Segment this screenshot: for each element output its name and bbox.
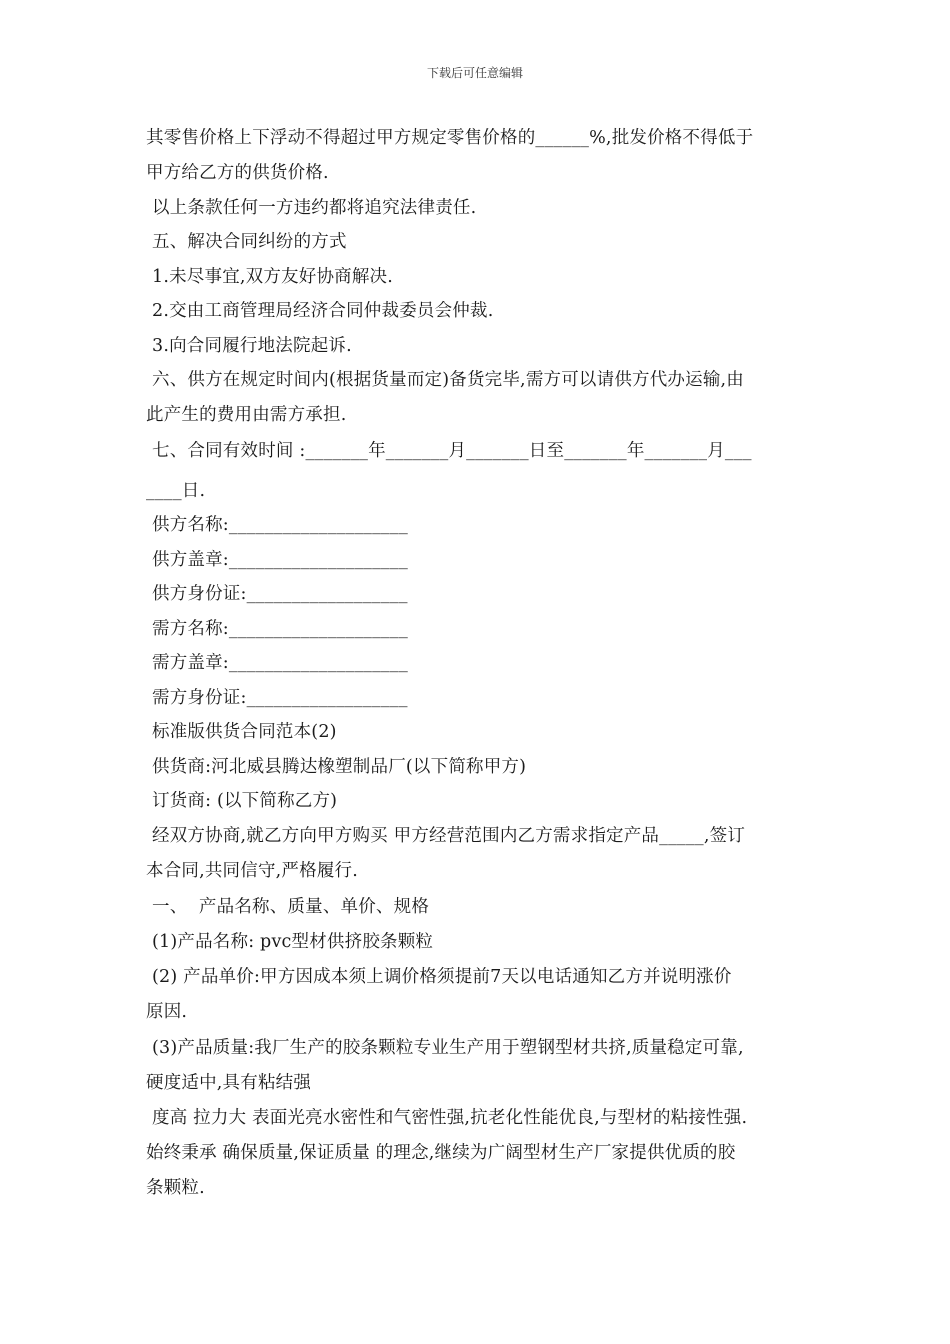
section-heading: 五、解决合同纠纷的方式 xyxy=(152,232,347,252)
text-line: 硬度适中,具有粘结强 xyxy=(146,1073,312,1093)
text-line: 其零售价格上下浮动不得超过甲方规定零售价格的______%,批发价格不得低于 xyxy=(146,128,754,148)
buyer-name-field: 需方名称:____________________ xyxy=(152,619,408,639)
supplier-name-field: 供方名称:____________________ xyxy=(152,515,408,535)
text-line: 2.交由工商管理局经济合同仲裁委员会仲裁. xyxy=(152,301,494,321)
text-line: 订货商: (以下简称乙方) xyxy=(152,791,338,811)
buyer-seal-field: 需方盖章:____________________ xyxy=(152,653,408,673)
text-line: 原因. xyxy=(146,1002,188,1022)
text-line: ____日. xyxy=(146,481,206,501)
page-header-note: 下载后可任意编辑 xyxy=(426,66,523,80)
text-line: (1)产品名称: pvc型材供挤胶条颗粒 xyxy=(152,932,434,952)
supplier-seal-field: 供方盖章:____________________ xyxy=(152,550,408,570)
section-heading: 六、供方在规定时间内(根据货量而定)备货完毕,需方可以请供方代办运输,由 xyxy=(152,370,744,390)
text-line: 本合同,共同信守,严格履行. xyxy=(146,861,358,881)
text-line: 1.未尽事宜,双方友好协商解决. xyxy=(152,267,394,287)
text-line: (3)产品质量:我厂生产的胶条颗粒专业生产用于塑钢型材共挤,质量稳定可靠, xyxy=(152,1038,744,1058)
text-line: 此产生的费用由需方承担. xyxy=(146,405,347,425)
text-line: (2) 产品单价:甲方因成本须上调价格须提前7天以电话通知乙方并说明涨价 xyxy=(152,967,732,987)
text-line: 度高 拉力大 表面光亮水密性和气密性强,抗老化性能优良,与型材的粘接性强. xyxy=(152,1108,748,1128)
text-line: 甲方给乙方的供货价格. xyxy=(146,163,329,183)
text-line: 条颗粒. xyxy=(146,1178,205,1198)
document-title: 标准版供货合同范本(2) xyxy=(152,722,337,742)
text-line: 经双方协商,就乙方向甲方购买 甲方经营范围内乙方需求指定产品_____,签订 xyxy=(152,826,746,846)
text-line: 3.向合同履行地法院起诉. xyxy=(152,336,352,356)
text-line: 始终秉承 确保质量,保证质量 的理念,继续为广阔型材生产厂家提供优质的胶 xyxy=(146,1143,736,1163)
supplier-id-field: 供方身份证:__________________ xyxy=(152,584,408,604)
text-line: 供货商:河北威县腾达橡塑制品厂(以下简称甲方) xyxy=(152,757,527,777)
section-heading: 七、合同有效时间 :_______年_______月_______日至_______年_______月___ xyxy=(152,441,752,461)
buyer-id-field: 需方身份证:__________________ xyxy=(152,688,408,708)
section-heading: 一、 产品名称、质量、单价、规格 xyxy=(152,897,430,917)
text-line: 以上条款任何一方违约都将追究法律责任. xyxy=(152,198,477,218)
